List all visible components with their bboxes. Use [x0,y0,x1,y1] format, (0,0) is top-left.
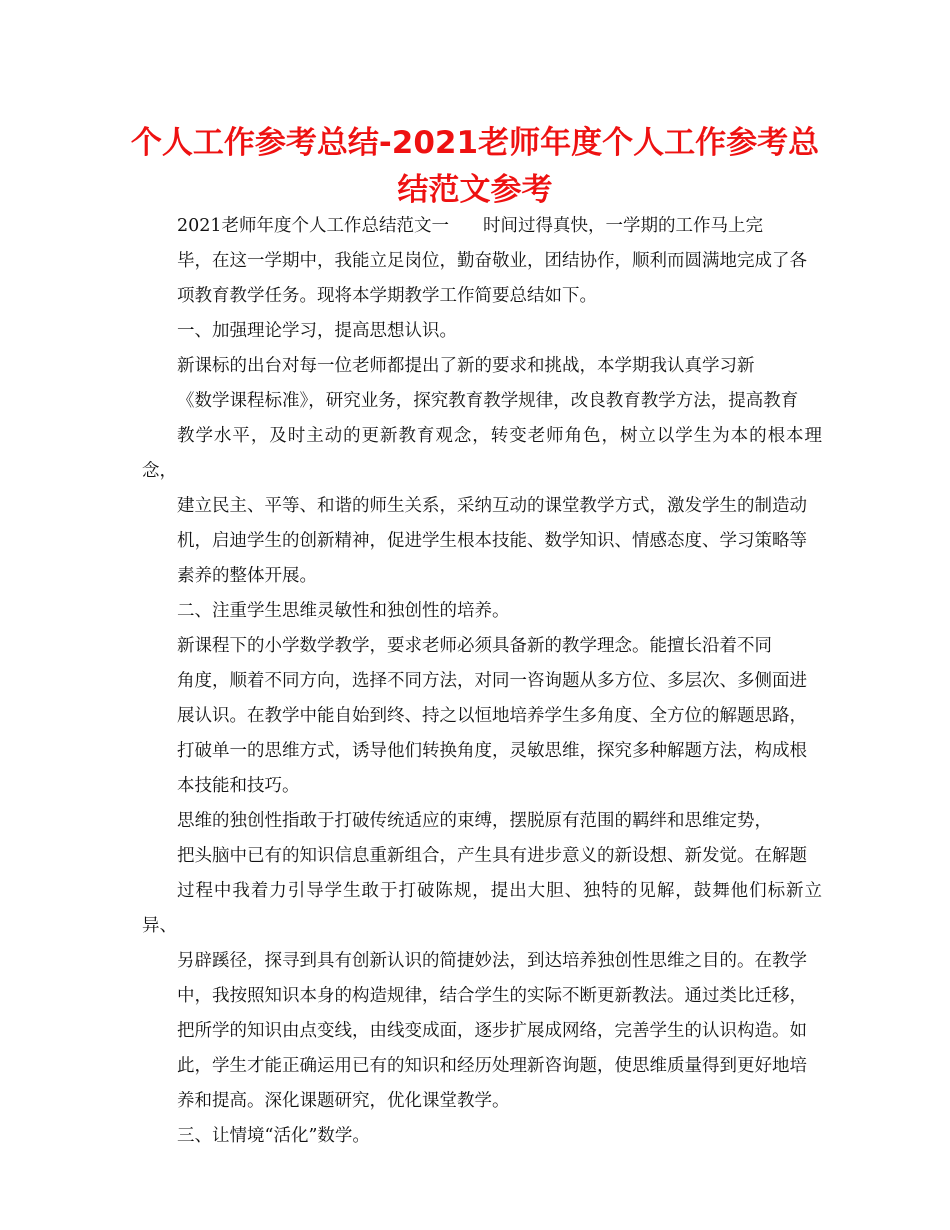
paragraph-intro [142,209,822,314]
line-text: 展认识。在教学中能自始到终、持之以恒地培养学生多角度、全方位的解题思路， [177,706,807,726]
line-text: 时间过得真快，一学期的工作马上完 [483,216,764,236]
line-text: 一、加强理论学习，提高思想认识。 [177,321,457,341]
line-text: 过程中我着力引导学生敢于打破陈规，提出大胆、独特的见解，鼓舞他们标新立异、 [142,881,822,936]
paragraph-2 [142,629,822,804]
line-text: 三、让情境“活化”数学。 [177,1126,370,1146]
line-text: 《数学课程标准》，研究业务，探究教育教学规律，改良教育教学方法，提高教育 [177,391,799,411]
section-heading-3 [142,1119,822,1154]
paragraph-3 [142,804,822,1119]
line-text: 项教育教学任务。现将本学期教学工作简要总结如下。 [177,286,597,306]
line-text: 建立民主、平等、和谐的师生关系，采纳互动的课堂教学方式，激发学生的制造动 [177,496,807,516]
paragraph-1 [142,349,822,594]
line-text: 中，我按照知识本身的构造规律，结合学生的实际不断更新教法。通过类比迁移， [177,986,807,1006]
intro-lead: 2021老师年度个人工作总结范文一 [177,216,450,236]
line-text: 本技能和技巧。 [177,776,300,796]
line-text: 打破单一的思维方式，诱导他们转换角度，灵敏思维，探究多种解题方法，构成根 [177,741,807,761]
line-text: 思维的独创性指敢于打破传统适应的束缚，摆脱原有范围的羁绊和思维定势， [177,811,772,831]
line-text: 素养的整体开展。 [177,566,317,586]
line-text: 养和提高。深化课题研究，优化课堂教学。 [177,1091,510,1111]
line-text: 二、注重学生思维灵敏性和独创性的培养。 [177,601,510,621]
document-title: 个人工作参考总结-2021老师年度个人工作参考总结范文参考 [130,125,820,208]
line-text: 机，启迪学生的创新精神，促进学生根本技能、数学知识、情感态度、学习策略等 [177,531,807,551]
line-text: 新课标的出台对每一位老师都提出了新的要求和挑战，本学期我认真学习新 [177,356,755,376]
line-text: 把所学的知识由点变线，由线变成面，逐步扩展成网络，完善学生的认识构造。如 [177,1021,807,1041]
section-heading-1 [142,314,822,349]
section-heading-2 [142,594,822,629]
line-text: 毕，在这一学期中，我能立足岗位，勤奋敬业，团结协作，顺利而圆满地完成了各 [177,251,807,271]
line-text: 把头脑中已有的知识信息重新组合，产生具有进步意义的新设想、新发觉。在解题 [177,846,807,866]
document-body [142,209,822,1154]
line-text: 新课程下的小学数学教学，要求老师必须具备新的教学理念。能擅长沿着不同 [177,636,772,656]
line-text: 角度，顺着不同方向，选择不同方法，对同一咨询题从多方位、多层次、多侧面进 [177,671,807,691]
line-text: 教学水平，及时主动的更新教育观念，转变老师角色，树立以学生为本的根本理念， [142,426,822,481]
line-text: 此，学生才能正确运用已有的知识和经历处理新咨询题，使思维质量得到更好地培 [177,1056,807,1076]
line-text: 另辟蹊径，探寻到具有创新认识的简捷妙法，到达培养独创性思维之目的。在教学 [177,951,807,971]
